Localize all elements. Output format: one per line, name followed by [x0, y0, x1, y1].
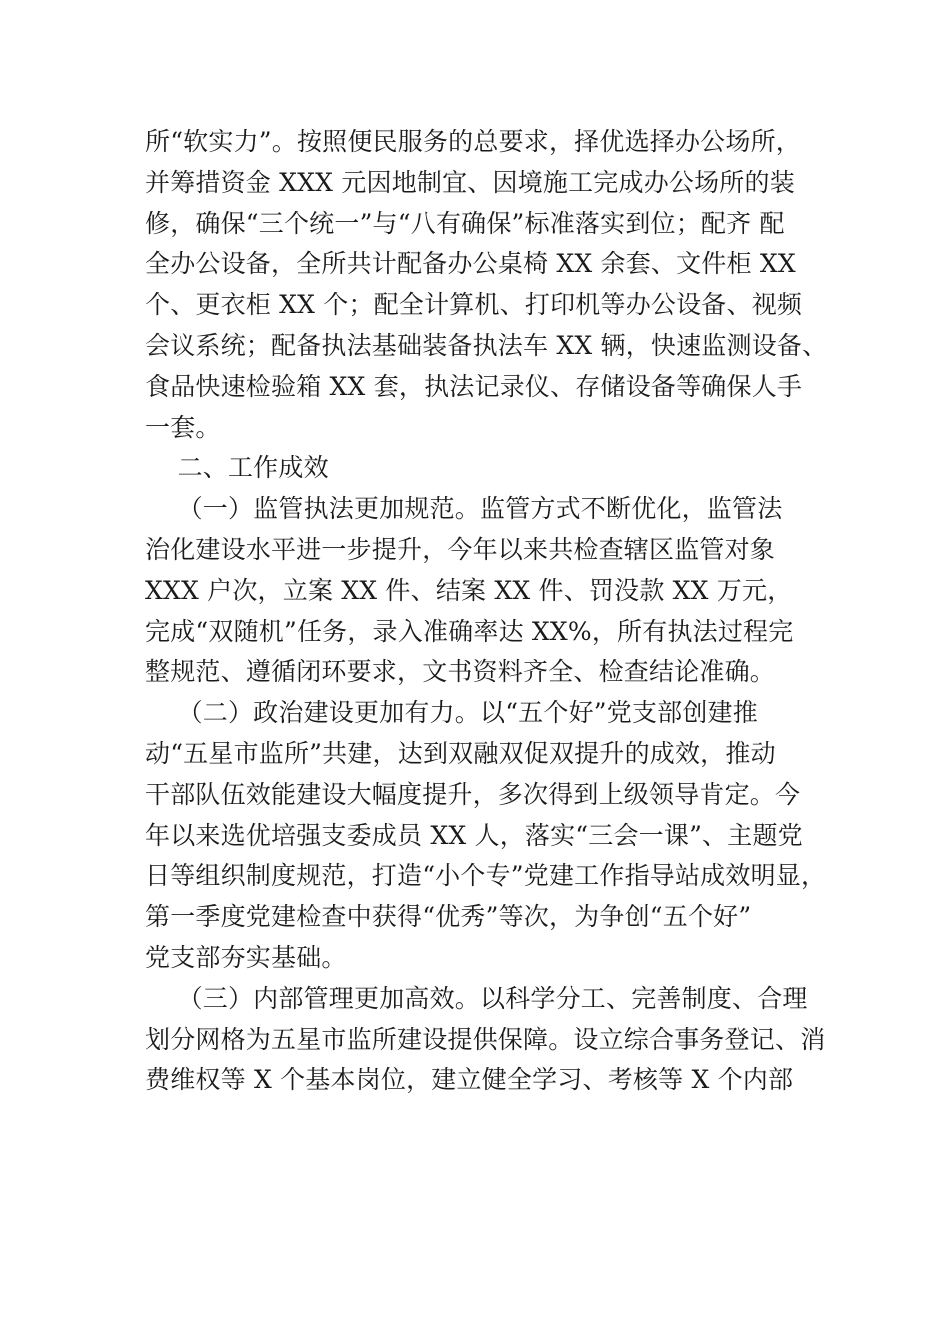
text-line: 党支部夯实基础。 — [145, 942, 347, 972]
section-heading: 二、工作成效 — [145, 453, 329, 483]
text-line: 动“五星市监所”共建，达到双融双促双提升的成效，推动 — [145, 738, 776, 768]
text-line: 修，确保“三个统一”与“八有确保”标准落实到位；配齐 配 — [145, 208, 785, 238]
text-line: 划分网格为五星市监所建设提供保障。设立综合事务登记、消 — [145, 1024, 826, 1054]
text-line: 会议系统；配备执法基础装备执法车 XX 辆，快速监测设备、 — [145, 330, 828, 360]
text-line: 食品快速检验箱 XX 套，执法记录仪、存储设备等确保人手 — [145, 371, 803, 401]
text-line: XXX 户次，立案 XX 件、结案 XX 件、罚没款 XX 万元， — [145, 575, 793, 605]
text-line: 第一季度党建检查中获得“优秀”等次，为争创“五个好” — [145, 902, 752, 932]
text-line: 全办公设备，全所共计配备办公桌椅 XX 余套、文件柜 XX — [145, 249, 796, 279]
text-line: 费维权等 X 个基本岗位，建立健全学习、考核等 X 个内部 — [145, 1065, 794, 1095]
text-line: （二）政治建设更加有力。以“五个好”党支部创建推 — [145, 698, 758, 728]
text-line: 年以来选优培强支委成员 XX 人，落实“三会一课”、主题党 — [145, 820, 803, 850]
text-line: 所“软实力”。按照便民服务的总要求，择优选择办公场所， — [145, 127, 801, 156]
text-line: 一套。 — [145, 412, 221, 442]
text-line: 个、更衣柜 XX 个；配全计算机、打印机等办公设备、视频 — [145, 290, 803, 320]
text-line: （一）监管执法更加规范。监管方式不断优化，监管法 — [145, 494, 783, 524]
text-line: 治化建设水平进一步提升，今年以来共检查辖区监管对象 — [145, 534, 776, 564]
text-line: 整规范、遵循闭环要求，文书资料齐全、检查结论准确。 — [145, 657, 776, 687]
text-line: 并筹措资金 XXX 元因地制宜、因境施工完成办公场所的装 — [145, 167, 795, 197]
text-line: 干部队伍效能建设大幅度提升，多次得到上级领导肯定。今 — [145, 779, 801, 809]
document-body — [145, 122, 835, 1101]
text-line: 完成“双随机”任务，录入准确率达 XX%，所有执法过程完 — [145, 616, 794, 646]
text-line: 日等组织制度规范，打造“小个专”党建工作指导站成效明显， — [145, 861, 827, 891]
text-line: （三）内部管理更加高效。以科学分工、完善制度、合理 — [145, 983, 808, 1013]
